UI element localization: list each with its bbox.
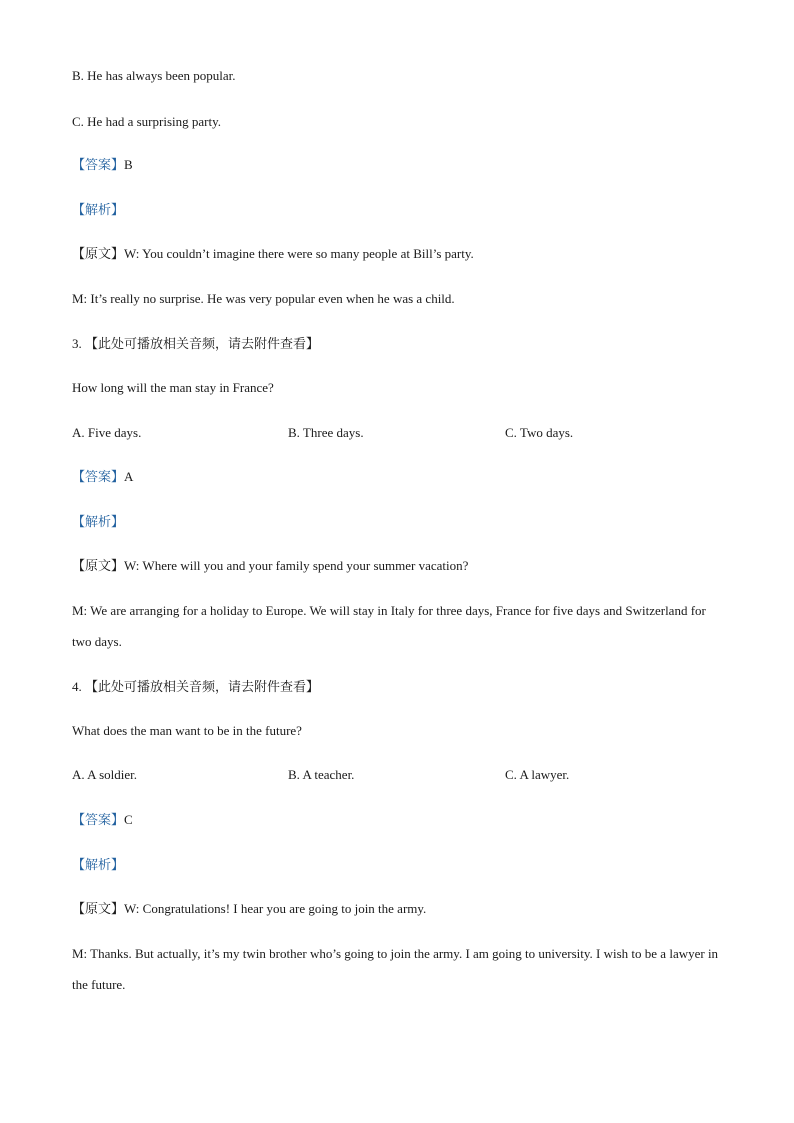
q4-original-tag: 【原文】 [72,902,125,917]
q2-option-c: C. He had a surprising party. [72,114,221,129]
q2-original-tag: 【原文】 [72,247,125,262]
q4-audio-tag: 【此处可播放相关音频，请去附件查看】 [85,680,320,695]
q3-answer-value: A [124,469,134,484]
q3-option-a: A. Five days. [72,425,142,440]
q4-answer-tag: 【答案】 [72,813,125,828]
q4-original-w: W: Congratulations! I hear you are going to join the army. [124,901,427,916]
q3-original-w-line [72,558,468,575]
q3-original-w: W: Where will you and your family spend your summer vacation? [124,558,469,573]
q3-option-c: C. Two days. [505,425,574,440]
q4-original-w-line [72,901,426,918]
q2-analysis-tag: 【解析】 [72,203,125,218]
q4-analysis-line [72,857,124,874]
q3-number: 3. [72,336,82,351]
q4-option-b: B. A teacher. [288,767,355,782]
q3-option-b: B. Three days. [288,425,364,440]
q2-answer-tag: 【答案】 [72,158,125,173]
q2-original-m: M: It’s really no surprise. He was very popular even when he was a child. [72,291,455,306]
q4-analysis-tag: 【解析】 [72,858,125,873]
q3-analysis-line [72,514,124,531]
q4-original-m: M: Thanks. But actually, it’s my twin brother who’s going to join the army. I am going to university. I wish to be a lawyer in the future. [72,946,719,992]
q3-answer-line [72,469,133,486]
q4-answer-value: C [124,812,133,827]
q3-audio-tag: 【此处可播放相关音频，请去附件查看】 [85,337,320,352]
q3-original-m: M: We are arranging for a holiday to Europe. We will stay in Italy for three days, France for five days and Switzerland for two days. [72,603,706,649]
q3-analysis-tag: 【解析】 [72,515,125,530]
q4-question: What does the man want to be in the future? [72,723,302,738]
q2-answer-value: B [124,157,133,172]
q4-option-c: C. A lawyer. [505,767,570,782]
q3-question: How long will the man stay in France? [72,380,274,395]
q4-answer-line [72,812,133,829]
q4-header [72,679,319,696]
q2-option-b: B. He has always been popular. [72,68,236,83]
q3-original-tag: 【原文】 [72,559,125,574]
q2-answer-line [72,157,133,174]
q3-answer-tag: 【答案】 [72,470,125,485]
q2-original-w: W: You couldn’t imagine there were so many people at Bill’s party. [124,246,474,261]
q3-header [72,336,319,353]
q4-option-a: A. A soldier. [72,767,138,782]
q2-original-w-line [72,246,474,263]
q2-analysis-line [72,202,124,219]
q4-number: 4. [72,679,82,694]
